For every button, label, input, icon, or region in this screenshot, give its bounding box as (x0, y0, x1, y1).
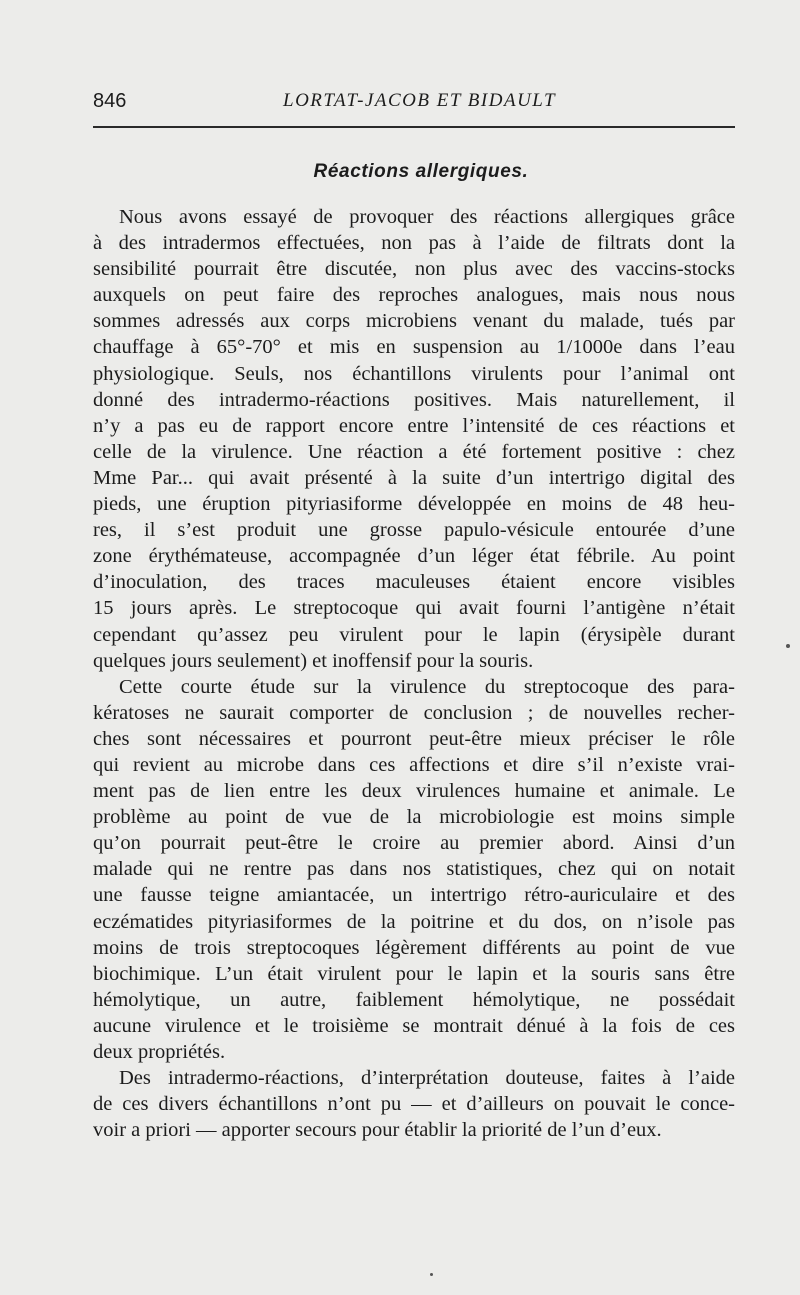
text-line: 15 jours après. Le streptocoque qui avait fourni l’antigène n’était (93, 597, 735, 620)
text-line: aucune virulence et le troisième se montrait dénué à la fois de ces (93, 1014, 735, 1037)
text-line: Nous avons essayé de provoquer des réactions allergiques grâce (119, 206, 735, 228)
text-line: une fausse teigne amiantacée, un intertrigo rétro-auriculaire et des (93, 884, 735, 907)
text-line: kératoses ne saurait comporter de conclusion ; de nouvelles recher- (93, 701, 735, 724)
paper-speck (786, 644, 790, 648)
text-line: sommes adressés aux corps microbiens venant du malade, tués par (93, 310, 735, 333)
text-line: Mme Par... qui avait présenté à la suite d’un intertrigo digital des (93, 466, 735, 489)
text-line: de ces divers échantillons n’ont pu — et d’ailleurs on pouvait le conce- (93, 1093, 735, 1116)
text-line: physiologique. Seuls, nos échantillons virulents pour l’animal ont (93, 362, 735, 385)
text-line: res, il s’est produit une grosse papulo-vésicule entourée d’une (93, 519, 735, 542)
text-line: donné des intradermo-réactions positives. Mais naturellement, il (93, 388, 735, 411)
text-line: celle de la virulence. Une réaction a été fortement positive : chez (93, 440, 735, 463)
text-line: chauffage à 65°-70° et mis en suspension au 1/1000e dans l’eau (93, 336, 735, 359)
text-line: deux propriétés. (93, 1041, 226, 1063)
text-line: Cette courte étude sur la virulence du streptocoque des para- (119, 675, 735, 698)
text-line: ment pas de lien entre les deux virulences humaine et animale. Le (93, 780, 735, 803)
text-line: Des intradermo-réactions, d’interprétation douteuse, faites à l’aide (119, 1067, 735, 1090)
text-line: auxquels on peut faire des reproches analogues, mais nous nous (93, 284, 735, 307)
text-line: ches sont nécessaires et pourront peut-être mieux préciser le rôle (93, 727, 735, 750)
text-line: eczématides pityriasiformes de la poitrine et du dos, on n’isole pas (93, 910, 735, 933)
text-line: qu’on pourrait peut-être le croire au premier abord. Ainsi d’un (93, 832, 735, 855)
text-line: quelques jours seulement) et inoffensif pour la souris. (93, 649, 534, 672)
text-line: voir a priori — apporter secours pour établir la priorité de l’un d’eux. (93, 1119, 662, 1142)
text-line: hémolytique, un autre, faiblement hémolytique, ne possédait (93, 988, 735, 1011)
text-line: à des intradermos effectuées, non pas à l’aide de filtrats dont la (93, 232, 735, 255)
text-line: problème au point de vue de la microbiologie est moins simple (93, 806, 735, 829)
header-rule (93, 126, 735, 128)
body-text (93, 204, 735, 1143)
text-line: cependant qu’assez peu virulent pour le lapin (érysipèle durant (93, 623, 735, 646)
text-line: sensibilité pourrait être discutée, non plus avec des vaccins-stocks (93, 258, 735, 281)
running-head (93, 88, 735, 118)
section-title: Réactions allergiques. (313, 161, 529, 182)
text-line: qui revient au microbe dans ces affections et dire s’il n’existe vrai- (93, 753, 735, 776)
text-line: zone érythémateuse, accompagnée d’un léger état fébrile. Au point (93, 545, 735, 568)
page-number: 846 (93, 90, 127, 112)
text-line: malade qui ne rentre pas dans nos statistiques, chez qui on notait (93, 858, 735, 881)
running-head-authors: LORTAT-JACOB ET BIDAULT (283, 90, 557, 111)
paper-speck (430, 1273, 433, 1276)
text-line: pieds, une éruption pityriasiforme développée en moins de 48 heu- (93, 493, 735, 516)
text-line: n’y a pas eu de rapport encore entre l’intensité de ces réactions et (93, 414, 735, 437)
text-line: d’inoculation, des traces maculeuses étaient encore visibles (93, 571, 735, 594)
text-line: biochimique. L’un était virulent pour le lapin et la souris sans être (93, 962, 735, 985)
text-line: moins de trois streptocoques légèrement différents au point de vue (93, 936, 735, 959)
